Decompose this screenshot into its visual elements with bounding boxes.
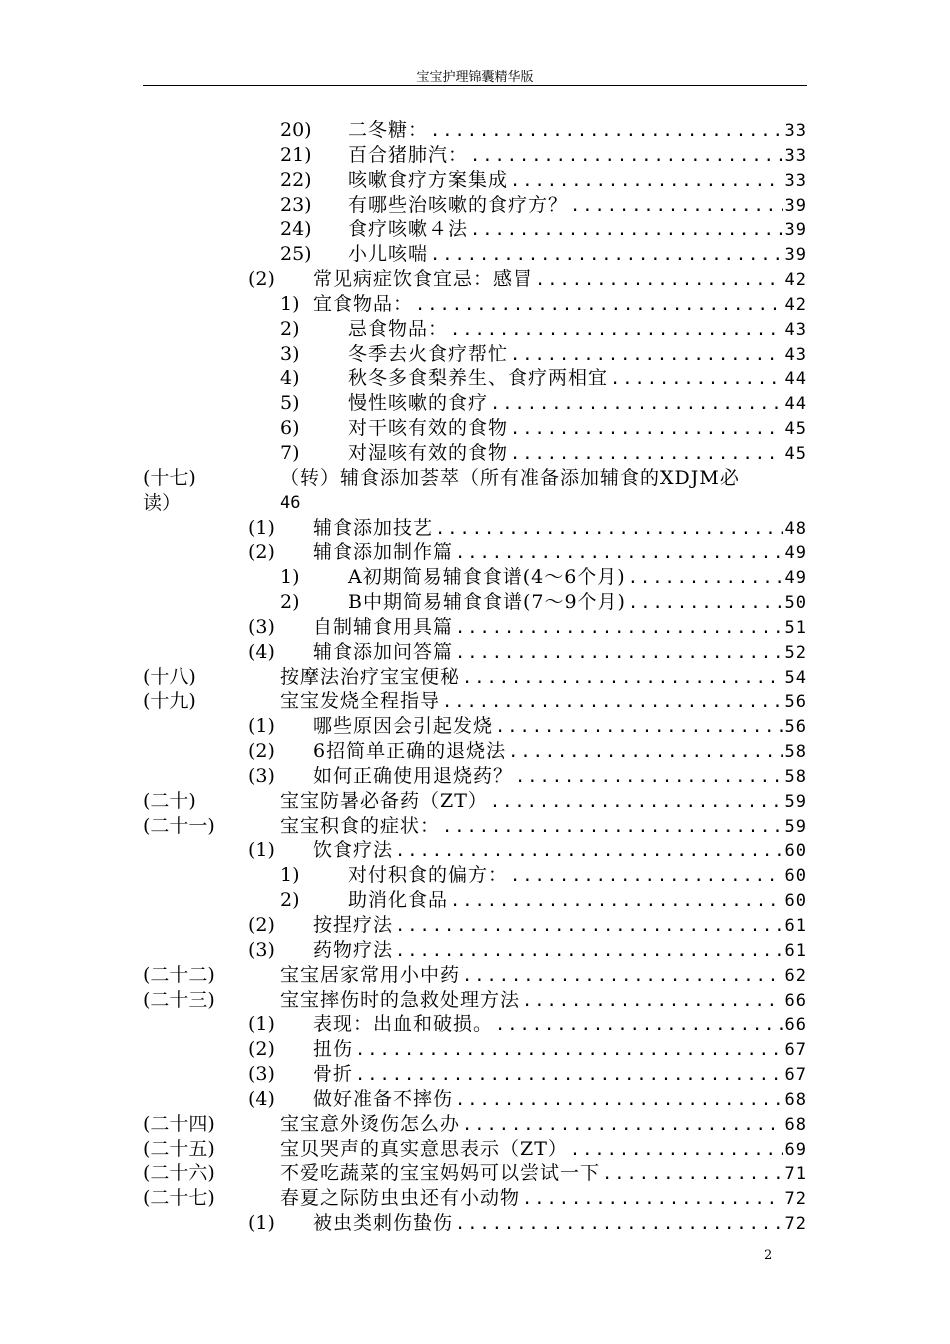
toc-leader-dots	[510, 442, 783, 467]
toc-leader-dots	[415, 293, 783, 318]
toc-entry[interactable]	[143, 242, 807, 267]
toc-entry-title: 按摩法治疗宝宝便秘	[280, 665, 461, 688]
toc-entry-page: 49	[784, 568, 807, 589]
toc-entry-number: (二十)	[143, 789, 196, 812]
toc-entry-page: 43	[784, 319, 807, 340]
toc-entry[interactable]	[143, 366, 807, 391]
toc-leader-dots	[570, 1138, 783, 1163]
toc-entry-page: 61	[784, 916, 807, 936]
toc-entry[interactable]	[143, 590, 807, 615]
toc-entry-number: (2)	[248, 541, 275, 564]
toc-entry[interactable]	[143, 938, 807, 963]
toc-leader-dots	[610, 367, 783, 392]
toc-entry-page: 46	[280, 492, 301, 513]
toc-leader-dots	[450, 889, 783, 914]
toc-entry-number: 24)	[280, 218, 312, 241]
toc-entry[interactable]	[143, 988, 807, 1013]
toc-leader-dots	[442, 690, 783, 715]
toc-entry-title: 对湿咳有效的食物	[348, 441, 509, 464]
toc-entry-page: 59	[784, 791, 807, 812]
toc-entry-title: 表现：出血和破损。	[313, 1013, 494, 1036]
toc-entry-number: (3)	[248, 764, 275, 787]
toc-entry-number: (二十三)	[143, 988, 215, 1011]
toc-entry-number: (2)	[248, 268, 275, 291]
toc-entry-page: 39	[784, 245, 807, 266]
toc-entry-title: 按捏疗法	[313, 914, 394, 936]
toc-entry-number: (3)	[248, 615, 275, 638]
toc-entry-page: 43	[784, 344, 807, 365]
toc-entry-number: 6)	[280, 417, 300, 440]
toc-leader-dots	[455, 541, 783, 566]
toc-entry[interactable]	[143, 1112, 807, 1137]
toc-entry-page: 44	[784, 394, 807, 415]
toc-entry-number: 25)	[280, 243, 312, 266]
toc-entry-number: (二十二)	[143, 963, 215, 986]
toc-entry-number: 1)	[280, 864, 300, 887]
toc-entry-page: 51	[784, 617, 807, 638]
toc-entry-title: 宜食物品：	[313, 292, 414, 315]
toc-entry-page: 61	[784, 940, 807, 961]
toc-entry-title: 常见病症饮食宜忌：感冒	[313, 268, 534, 291]
toc-entry[interactable]	[143, 1012, 807, 1037]
toc-entry-title: 宝宝发烧全程指导	[280, 690, 441, 713]
toc-entry-title: 哪些原因会引起发烧	[313, 715, 494, 738]
toc-entry-page: 45	[784, 443, 807, 464]
toc-entry-page: 42	[784, 294, 807, 315]
toc-entry-page: 50	[784, 593, 807, 614]
toc-entry-page: 56	[784, 692, 807, 713]
toc-entry-title: 二冬糖：	[348, 119, 429, 141]
toc-entry-page: 66	[784, 1015, 807, 1036]
toc-entry[interactable]	[143, 292, 807, 317]
toc-entry-number: (2)	[248, 914, 275, 936]
toc-entry-title: 宝宝防暑必备药（ZT）	[280, 789, 488, 812]
toc-entry-title: A初期简易辅食食谱(4～6个月)	[348, 566, 626, 589]
toc-entry-title: 自制辅食用具篇	[313, 615, 454, 638]
header-rule	[143, 85, 807, 86]
toc-entry[interactable]	[143, 217, 807, 242]
toc-entry[interactable]	[143, 1037, 807, 1062]
toc-entry-title: 慢性咳嗽的食疗	[348, 392, 489, 415]
toc-entry-title: 宝宝意外烫伤怎么办	[280, 1112, 461, 1135]
toc-entry-title: 扭伤	[313, 1038, 354, 1061]
toc-entry-page: 60	[784, 891, 807, 912]
toc-entry-page: 54	[784, 667, 807, 688]
toc-entry[interactable]	[143, 1137, 807, 1162]
toc-entry[interactable]	[143, 118, 807, 143]
toc-entry-title: 辅食添加问答篇	[313, 640, 454, 663]
toc-entry-page: 67	[784, 1065, 807, 1086]
toc-entry[interactable]	[143, 689, 807, 714]
toc-entry-page: 71	[784, 1164, 807, 1185]
toc-leader-dots	[490, 392, 783, 417]
toc-entry-page: 62	[784, 965, 807, 986]
toc-entry-number: 3)	[280, 342, 300, 365]
toc-leader-dots	[395, 939, 783, 964]
toc-entry-page: 56	[784, 717, 807, 738]
toc-entry-page: 68	[784, 1089, 807, 1110]
toc-entry-number: (十七)	[143, 466, 196, 489]
toc-entry-page: 60	[784, 841, 807, 862]
toc-entry-number: (1)	[248, 516, 275, 539]
toc-entry-title: 宝贝哭声的真实意思表示（ZT）	[280, 1137, 568, 1160]
toc-entry-title: 宝宝积食的症状：	[280, 814, 441, 837]
toc-entry-number: (4)	[248, 640, 275, 663]
toc-entry[interactable]	[143, 789, 807, 814]
toc-leader-dots	[442, 815, 783, 840]
toc-leader-dots	[522, 989, 783, 1014]
toc-entry[interactable]	[143, 267, 807, 292]
toc-entry-title: 饮食疗法	[313, 839, 394, 862]
toc-entry-title: 冬季去火食疗帮忙	[348, 342, 509, 365]
toc-entry-title: 宝宝居家常用小中药	[280, 963, 461, 986]
toc-entry-title: 宝宝摔伤时的急救处理方法	[280, 988, 521, 1011]
toc-entry[interactable]	[143, 317, 807, 342]
toc-entry-number: (3)	[248, 1063, 275, 1086]
toc-entry[interactable]	[143, 565, 807, 590]
toc-leader-dots	[510, 417, 783, 442]
toc-entry-page: 42	[784, 270, 807, 291]
toc-entry[interactable]	[143, 640, 807, 665]
toc-entry[interactable]	[143, 615, 807, 640]
toc-entry-page: 33	[784, 121, 807, 141]
toc-entry-number: (1)	[248, 839, 275, 862]
toc-entry[interactable]	[143, 466, 807, 516]
toc-entry-number: (2)	[248, 1038, 275, 1061]
toc-entry-number: 2)	[280, 591, 300, 614]
toc-entry-title-continued: 读） 46	[143, 491, 301, 514]
toc-entry[interactable]	[143, 863, 807, 888]
toc-entry-title: 对付积食的偏方：	[348, 864, 509, 887]
toc-entry-page: 52	[784, 642, 807, 663]
toc-leader-dots	[570, 194, 783, 219]
toc-entry-page: 69	[784, 1139, 807, 1160]
toc-entry-title: 百合猪肺汽：	[348, 143, 469, 166]
toc-entry-number: (十九)	[143, 690, 196, 713]
toc-leader-dots	[435, 517, 783, 542]
toc-entry[interactable]	[143, 416, 807, 441]
toc-entry-number: 23)	[280, 193, 312, 216]
toc-entry-page: 33	[784, 145, 807, 166]
toc-entry-number: 2)	[280, 317, 300, 340]
toc-leader-dots	[602, 1162, 783, 1187]
toc-entry-page: 60	[784, 866, 807, 887]
page-number: 2	[764, 1248, 773, 1263]
toc-entry[interactable]	[143, 714, 807, 739]
toc-entry[interactable]	[143, 1211, 807, 1236]
toc-entry-title: 辅食添加技艺	[313, 516, 434, 539]
toc-leader-dots	[455, 1212, 783, 1237]
toc-leader-dots	[495, 715, 783, 740]
toc-entry-title: 骨折	[313, 1063, 354, 1086]
toc-entry[interactable]	[143, 739, 807, 764]
toc-entry-number: (二十七)	[143, 1187, 215, 1210]
toc-leader-dots	[462, 964, 783, 989]
toc-entry[interactable]	[143, 516, 807, 541]
toc-entry-page: 48	[784, 518, 807, 539]
toc-entry-number: (十八)	[143, 665, 196, 688]
toc-entry-number: 4)	[280, 367, 300, 390]
toc-entry[interactable]	[143, 888, 807, 913]
toc-entry[interactable]	[143, 1161, 807, 1186]
toc-entry[interactable]	[143, 1186, 807, 1211]
toc-entry[interactable]	[143, 913, 807, 938]
toc-entry-page: 58	[784, 766, 807, 787]
toc-entry-number: (3)	[248, 938, 275, 961]
toc-leader-dots	[628, 591, 783, 616]
toc-entry-number: 1)	[280, 292, 300, 315]
toc-leader-dots	[508, 740, 782, 765]
toc-entry-title: （转）辅食添加荟萃（所有准备添加辅食的XDJM必	[280, 466, 740, 489]
toc-leader-dots	[355, 1038, 783, 1063]
toc-leader-dots	[355, 1063, 783, 1088]
toc-leader-dots	[455, 616, 783, 641]
toc-leader-dots	[522, 1187, 783, 1212]
toc-entry-page: 45	[784, 419, 807, 440]
toc-entry-title: 秋冬多食梨养生、食疗两相宜	[348, 367, 609, 390]
toc-leader-dots	[455, 641, 783, 666]
toc-entry-title: 忌食物品：	[348, 317, 449, 340]
toc-leader-dots	[535, 268, 783, 293]
toc-entry-title: 助消化食品	[348, 889, 449, 912]
toc-entry-title: 做好准备不摔伤	[313, 1087, 454, 1110]
toc-entry-number: 21)	[280, 143, 312, 166]
toc-entry[interactable]	[143, 168, 807, 193]
toc-leader-dots	[450, 318, 783, 343]
running-header: 宝宝护理锦囊精华版	[416, 70, 534, 85]
toc-entry-title: 药物疗法	[313, 938, 394, 961]
toc-entry-number: (1)	[248, 1212, 275, 1235]
toc-entry-page: 44	[784, 369, 807, 390]
toc-entry[interactable]	[143, 193, 807, 218]
toc-entry[interactable]	[143, 540, 807, 565]
toc-entry-page: 33	[784, 170, 807, 191]
toc-entry-title: 6招简单正确的退烧法	[313, 740, 507, 763]
toc-entry-number: (1)	[248, 715, 275, 738]
toc-leader-dots	[430, 243, 783, 268]
toc-leader-dots	[490, 790, 783, 815]
toc-entry[interactable]	[143, 963, 807, 988]
toc-leader-dots	[462, 666, 783, 691]
toc-entry-number: 20)	[280, 119, 312, 141]
toc-entry-title: 食疗咳嗽４法	[348, 218, 469, 241]
toc-leader-dots	[462, 1113, 783, 1138]
toc-entry[interactable]	[143, 143, 807, 168]
toc-entry[interactable]	[143, 441, 807, 466]
toc-entry-title: 如何正确使用退烧药？	[313, 764, 514, 787]
toc-entry-title: 被虫类刺伤蛰伤	[313, 1212, 454, 1235]
toc-leader-dots	[510, 169, 783, 194]
toc-entry-number: (2)	[248, 740, 275, 763]
toc-entry-page: 67	[784, 1040, 807, 1061]
toc-entry[interactable]	[143, 764, 807, 789]
toc-entry-title: 春夏之际防虫虫还有小动物	[280, 1187, 521, 1210]
toc-entry[interactable]	[143, 814, 807, 839]
toc-leader-dots	[510, 864, 783, 889]
toc-leader-dots	[495, 1013, 783, 1038]
toc-entry-number: 22)	[280, 168, 312, 191]
toc-entry-title: 不爱吃蔬菜的宝宝妈妈可以尝试一下	[280, 1162, 601, 1185]
toc-entry-page: 68	[784, 1114, 807, 1135]
toc-entry-page: 72	[784, 1214, 807, 1235]
toc-entry-page: 72	[784, 1189, 807, 1210]
toc-leader-dots	[515, 765, 783, 790]
toc-leader-dots	[510, 343, 783, 368]
toc-entry-number: (二十六)	[143, 1162, 215, 1185]
toc-entry-title: 小儿咳喘	[348, 243, 429, 266]
toc-entry-number: (4)	[248, 1087, 275, 1110]
toc-entry-number: 2)	[280, 889, 300, 912]
toc-leader-dots	[470, 144, 783, 169]
toc-leader-dots	[395, 914, 783, 939]
toc-entry-number: 1)	[280, 566, 300, 589]
toc-entry-number: (二十四)	[143, 1112, 215, 1135]
toc-entry[interactable]	[143, 342, 807, 367]
toc-leader-dots	[395, 839, 783, 864]
toc-entry-title: 咳嗽食疗方案集成	[348, 168, 509, 191]
toc-entry-page: 66	[784, 990, 807, 1011]
toc-entry-number: 5)	[280, 392, 300, 415]
toc-entry-page: 59	[784, 816, 807, 837]
toc-entry-title: B中期简易辅食食谱(7～9个月)	[348, 591, 626, 614]
toc-entry-title: 辅食添加制作篇	[313, 541, 454, 564]
toc-entry-number: (1)	[248, 1013, 275, 1036]
toc-entry-title: 有哪些治咳嗽的食疗方？	[348, 193, 569, 216]
toc-entry[interactable]	[143, 838, 807, 863]
table-of-contents	[143, 118, 807, 1236]
toc-leader-dots	[430, 119, 783, 144]
toc-entry-title: 对干咳有效的食物	[348, 417, 509, 440]
toc-entry-number: 7)	[280, 441, 300, 464]
toc-entry-page: 49	[784, 543, 807, 564]
toc-leader-dots	[470, 218, 783, 243]
toc-leader-dots	[455, 1088, 783, 1113]
toc-entry-number: (二十一)	[143, 814, 215, 837]
toc-entry-page: 39	[784, 220, 807, 241]
toc-entry[interactable]	[143, 391, 807, 416]
toc-entry-number: (二十五)	[143, 1137, 215, 1160]
toc-entry-page: 39	[784, 195, 807, 216]
toc-leader-dots	[628, 566, 783, 591]
toc-entry[interactable]	[143, 665, 807, 690]
toc-entry[interactable]	[143, 1087, 807, 1112]
toc-entry[interactable]	[143, 1062, 807, 1087]
toc-entry-page: 58	[784, 742, 807, 763]
